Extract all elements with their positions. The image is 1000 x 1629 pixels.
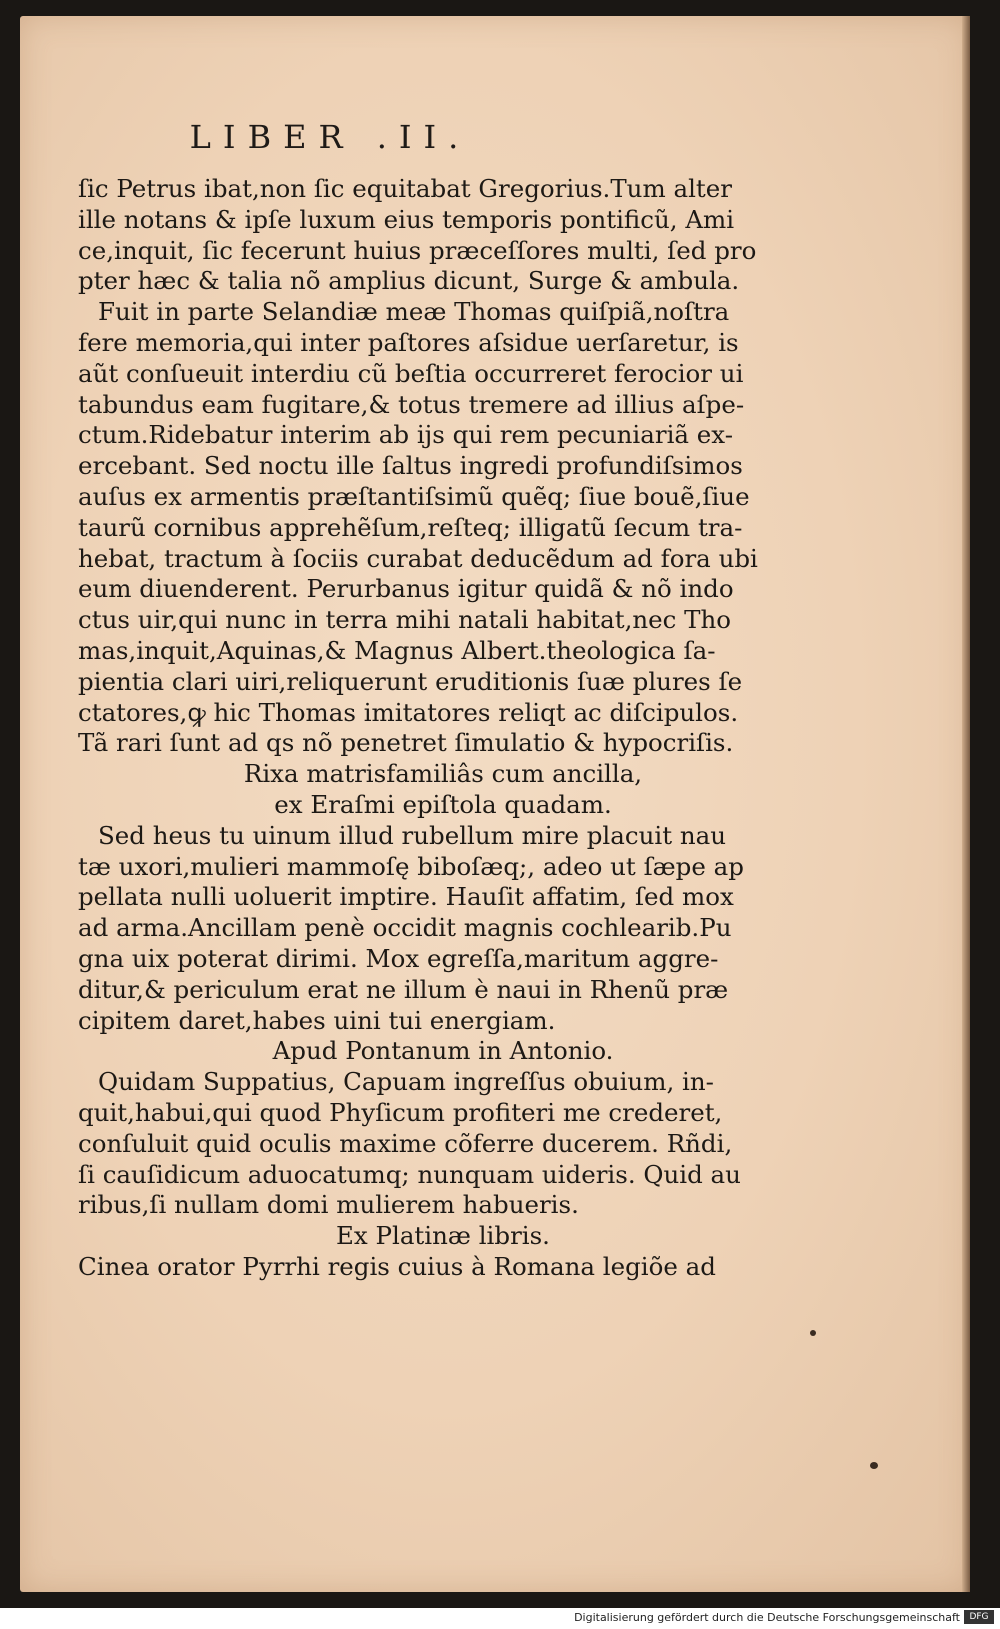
text-line: ſi cauſidicum aduocatumq; nunquam uideris. Quid au [78, 1159, 741, 1189]
text-line: quit,habui,qui quod Phyſicum profiteri me crederet, [78, 1097, 723, 1127]
text-line: taurũ cornibus apprehẽſum,reſteq; illigatũ ſecum tra- [78, 512, 743, 542]
text-line: ce,inquit, ſic fecerunt huius præceſſores multi, ſed pro [78, 235, 757, 265]
text-line: hebat, tractum à ſociis curabat deducẽdum ad fora ubi [78, 543, 758, 573]
text-line: ctus uir,qui nunc in terra mihi natali habitat,nec Tho [78, 605, 732, 635]
text-line: ctatores,ꝙ hic Thomas imitatores reliqt ac diſcipulos. [78, 697, 739, 727]
text-line: Sed heus tu uinum illud rubellum mire placuit nau [98, 820, 727, 850]
text-line: ſic Petrus ibat,non ſic equitabat Gregorius.Tum alter [78, 174, 732, 203]
text-line: ercebant. Sed noctu ille ſaltus ingredi profundiſsimos [78, 451, 743, 481]
text-line: auſus ex armentis præſtantiſsimũ quẽq; ſiue bouẽ,ſiue [78, 481, 750, 511]
text-line: aũt conſueuit interdiu cũ beſtia occurreret ferocior ui [78, 358, 744, 388]
text-line: pientia clari uiri,reliquerunt eruditionis ſuæ plures ſe [78, 666, 743, 696]
text-line: Quidam Suppatius, Capuam ingreſſus obuium, in- [98, 1067, 714, 1097]
section-heading: ex Eraſmi epiſtola quadam. [274, 789, 612, 819]
ink-speck [870, 1462, 878, 1469]
text-line: ad arma.Ancillam penè occidit magnis cochlearib.Pu [78, 913, 732, 943]
text-line: mas,inquit,Aquinas,& Magnus Albert.theologica ſa- [78, 635, 716, 665]
book-page [20, 16, 970, 1592]
ink-speck [810, 1330, 816, 1336]
dfg-logo: DFG [964, 1610, 994, 1624]
text-line: ditur,& periculum erat ne illum è naui in Rhenũ præ [78, 974, 729, 1004]
page-edge [962, 16, 970, 1592]
text-line: ribus,ſi nullam domi mulierem habueris. [78, 1190, 579, 1220]
text-line: fere memoria,qui inter paſtores aſsidue uerſaretur, is [78, 327, 739, 357]
page-text [78, 174, 808, 1283]
text-line: tabundus eam fugitare,& totus tremere ad illius aſpe- [78, 389, 745, 419]
digitization-credit: Digitalisierung gefördert durch die Deutsche Forschungsgemeinschaft [574, 1611, 960, 1624]
text-line: eum diuenderent. Perurbanus igitur quidã & nõ indo [78, 574, 734, 604]
text-line: ctum.Ridebatur interim ab ijs qui rem pecuniariã ex- [78, 420, 733, 450]
text-line: pellata nulli uoluerit imptire. Hauſit affatim, ſed mox [78, 882, 734, 912]
text-line: Cinea orator Pyrrhi regis cuius à Romana legiõe ad [78, 1251, 716, 1281]
running-head: LIBER .II. [189, 118, 471, 156]
text-line: pter hæc & talia nõ amplius dicunt, Surge & ambula. [78, 266, 740, 296]
text-line: cipitem daret,habes uini tui energiam. [78, 1005, 556, 1035]
section-heading: Ex Platinæ libris. [336, 1221, 550, 1251]
section-heading: Rixa matrisfamiliâs cum ancilla, [243, 759, 643, 789]
section-heading: Apud Pontanum in Antonio. [272, 1036, 614, 1066]
text-line: conſuluit quid oculis maxime cõferre ducerem. Rñdi, [78, 1128, 733, 1158]
text-line: Tã rari ſunt ad qs nõ penetret ſimulatio & hypocriſis. [78, 728, 734, 758]
text-line: gna uix poterat dirimi. Mox egreſſa,maritum aggre- [78, 943, 719, 973]
text-line: ille notans & ipſe luxum eius temporis pontificũ, Ami [78, 204, 735, 234]
text-line: tæ uxori,mulieri mammoſę biboſæq;, adeo ut ſæpe ap [78, 851, 744, 881]
text-line: Fuit in parte Selandiæ meæ Thomas quiſpiã,noſtra [98, 297, 730, 327]
